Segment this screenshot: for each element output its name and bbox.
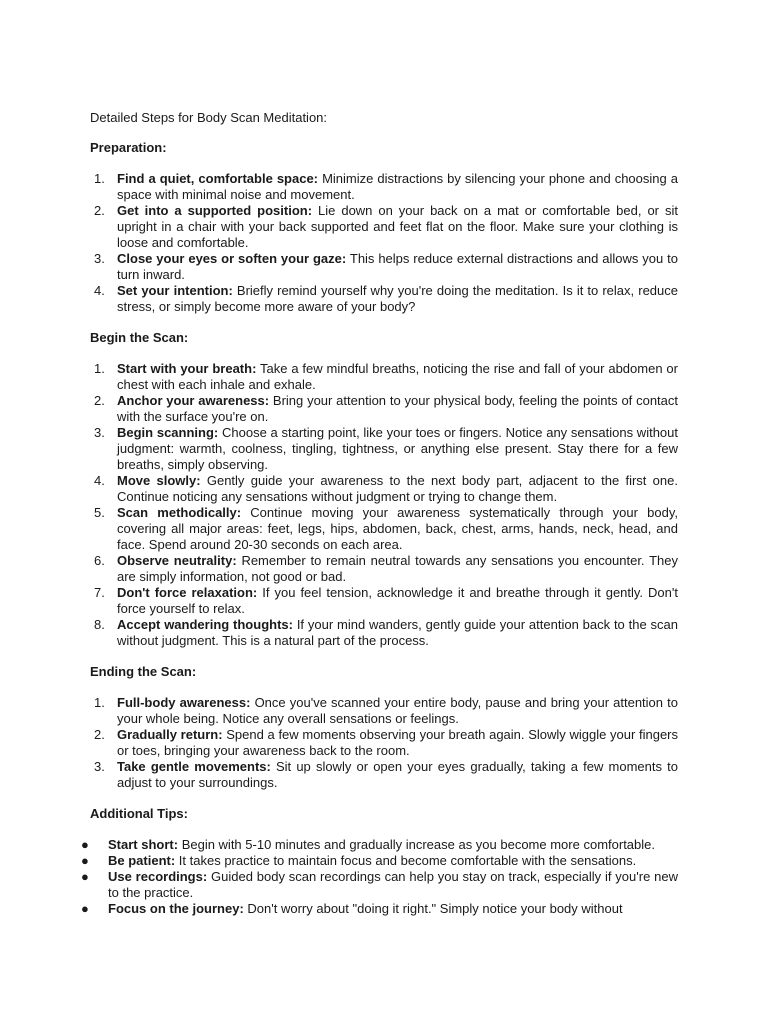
section-heading-begin-scan: Begin the Scan: <box>90 330 189 345</box>
list-item: 3. Take gentle movements: Sit up slowly or open your eyes gradually, taking a few moments to adjust to your surroundings. <box>94 759 678 790</box>
list-item: 1. Find a quiet, comfortable space: Minimize distractions by silencing your phone and choosing a space with minimal noise and movement. <box>94 171 678 202</box>
document-body <box>81 110 679 917</box>
list-item: 5. Scan methodically: Continue moving your awareness systematically through your body, covering all major areas: feet, legs, hips, abdomen, back, chest, arms, hands, neck, head, and face. Spend around 20-30 seconds on each area. <box>94 505 678 552</box>
bullet-icon: ● <box>81 853 89 868</box>
section-heading-preparation: Preparation: <box>90 140 167 155</box>
list-item: 8. Accept wandering thoughts: If your mind wanders, gently guide your attention back to the scan without judgment. This is a natural part of the process. <box>94 617 678 648</box>
begin-scan-list <box>90 361 678 649</box>
list-item: ● Use recordings: Guided body scan recordings can help you stay on track, especially if you're new to the practice. <box>81 869 678 900</box>
list-item: 2. Anchor your awareness: Bring your attention to your physical body, feeling the points of contact with the surface you're on. <box>94 393 679 424</box>
preparation-list <box>90 171 678 315</box>
list-item: 3. Begin scanning: Choose a starting point, like your toes or fingers. Notice any sensations without judgment: warmth, coolness, tingling, tightness, or anything else present. Stay there for a few breaths, simply observing. <box>94 425 678 472</box>
list-item: 1. Start with your breath: Take a few mindful breaths, noticing the rise and fall of your abdomen or chest with each inhale and exhale. <box>94 361 678 392</box>
list-item: 3. Close your eyes or soften your gaze: This helps reduce external distractions and allows you to turn inward. <box>94 251 678 282</box>
bullet-icon: ● <box>81 837 89 852</box>
list-item: 2. Gradually return: Spend a few moments observing your breath again. Slowly wiggle your fingers or toes, bringing your awareness back to the room. <box>94 727 679 758</box>
section-heading-additional-tips: Additional Tips: <box>90 806 188 821</box>
bullet-icon: ● <box>81 869 89 884</box>
list-item: 6. Observe neutrality: Remember to remain neutral towards any sensations you encounter. They are simply information, not good or bad. <box>94 553 678 584</box>
list-item: 1. Full-body awareness: Once you've scanned your entire body, pause and bring your attention to your whole being. Notice any overall sensations or feelings. <box>94 695 678 726</box>
list-item: 7. Don't force relaxation: If you feel tension, acknowledge it and breathe through it gently. Don't force yourself to relax. <box>94 585 678 616</box>
list-item: 4. Move slowly: Gently guide your awareness to the next body part, adjacent to the first one. Continue noticing any sensations without judgment or trying to change them. <box>94 473 678 504</box>
tips-list <box>81 837 678 917</box>
list-item: ● Start short: Begin with 5-10 minutes and gradually increase as you become more comfortable. <box>81 837 655 852</box>
list-item: 2. Get into a supported position: Lie down on your back on a mat or comfortable bed, or sit upright in a chair with your back supported and feet flat on the floor. Make sure your clothing is loose and comfortable. <box>94 203 678 250</box>
section-heading-ending-scan: Ending the Scan: <box>90 664 197 679</box>
list-item: ● Focus on the journey: Don't worry about "doing it right." Simply notice your body without <box>81 901 623 916</box>
ending-scan-list <box>90 695 678 791</box>
list-item: ● Be patient: It takes practice to maintain focus and become comfortable with the sensations. <box>81 853 637 868</box>
document-title: Detailed Steps for Body Scan Meditation: <box>90 110 328 125</box>
bullet-icon: ● <box>81 901 89 916</box>
list-item: 4. Set your intention: Briefly remind yourself why you're doing the meditation. Is it to relax, reduce stress, or simply become more aware of your body? <box>94 283 678 314</box>
